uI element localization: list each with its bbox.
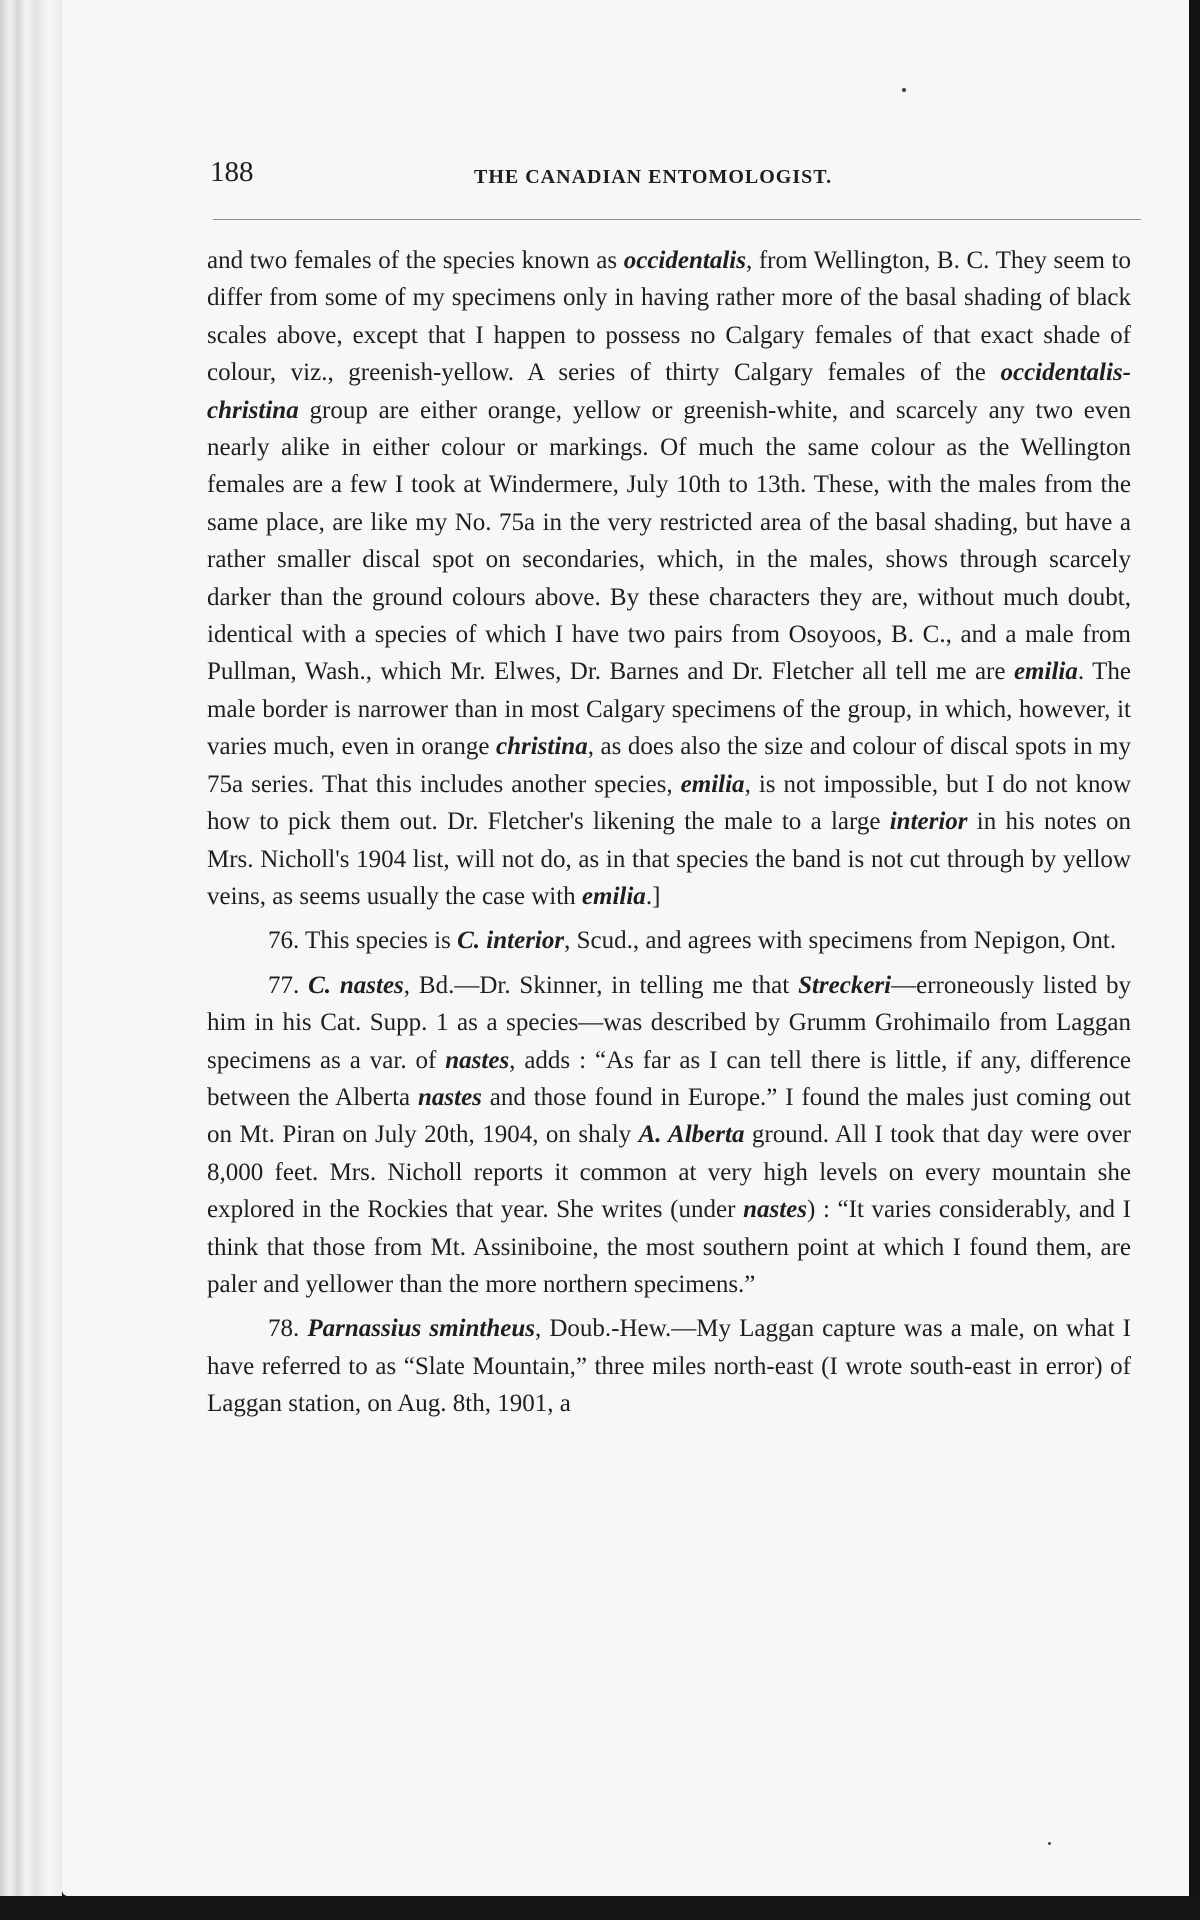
text-run: —erroneously listed by him in his Cat. Supp. 1 as a species—was described by Grumm Grohimailo from Laggan specimens as a var. of	[207, 971, 1131, 1074]
italic-term: nastes	[418, 1083, 482, 1111]
text-run: , Scud., and agrees with specimens from Nepigon, Ont.	[564, 927, 1117, 955]
text-run: , adds : “As far as I can tell there is little, if any, difference between the Alberta	[207, 1046, 1131, 1111]
text-run: , is not impossible, but I do not know how to pick them out. Dr. Fletcher's likening the male to a large	[207, 770, 1132, 836]
article-body	[207, 242, 1131, 1430]
text-run: , as does also the size and colour of discal spots in my 75a series. That this includes another species,	[207, 733, 1132, 798]
italic-term: emilia	[680, 770, 745, 798]
text-run: 76. This species is	[268, 927, 458, 955]
paragraph	[207, 242, 1131, 915]
italic-term: interior	[889, 808, 968, 836]
paper-speck	[1048, 1842, 1051, 1845]
paragraph	[207, 967, 1131, 1304]
italic-term: occidentalis-christina	[207, 359, 1131, 424]
text-run: ground. All I took that day were over 8,000 feet. Mrs. Nicholl reports it common at very high levels on every mountain she explored in the Rockies that year. She writes (under	[207, 1121, 1132, 1224]
book-binding-edge	[0, 0, 62, 1920]
text-run: , from Wellington, B. C. They seem to differ from some of my specimens only in having rather more of the basal shading of black scales above, except that I happen to possess no Calgary females of that exact shade of colour, viz., greenish-yellow. A series of thirty Calgary females of the	[207, 247, 1131, 387]
text-run: .]	[645, 882, 661, 910]
italic-term: nastes	[445, 1046, 510, 1074]
italic-term: occidentalis	[623, 247, 746, 274]
text-run: , Doub.-Hew.—My Laggan capture was a male, on what I have referred to as “Slate Mountain,” three miles north-east (I wrote south-east in error) of Laggan station, on Aug. 8th, 1901, a	[207, 1315, 1131, 1418]
text-run: in his notes on Mrs. Nicholl's 1904 list, will not do, as in that species the band is not cut through by yellow veins, as seems usually the case with	[207, 808, 1131, 910]
page-number: 188	[210, 156, 254, 188]
text-run: ) : “It varies considerably, and I think that those from Mt. Assiniboine, the most southern point at which I found them, are paler and yellower than the more northern specimens.”	[207, 1196, 1131, 1298]
italic-term: nastes	[743, 1196, 807, 1224]
text-run: , Bd.—Dr. Skinner, in telling me that	[403, 971, 799, 999]
text-run: and those found in Europe.” I found the males just coming out on Mt. Piran on July 20th, 1904, on shaly	[207, 1083, 1131, 1149]
text-run: and two females of the species known as	[207, 247, 624, 274]
italic-term: christina	[496, 733, 588, 761]
paper-speck	[902, 88, 906, 92]
text-run: 77.	[268, 971, 309, 999]
text-run: group are either orange, yellow or greenish-white, and scarcely any two even nearly alike in either colour or markings. Of much the same colour as the Wellington females are a few I took at Windermere, July 10th to 13th. These, with the males from the same place, are like my No. 75a in the very restricted area of the basal shading, but have a rather smaller discal spot on secondaries, which, in the males, shows through scarcely darker than the ground colours above. By these characters they are, without much doubt, identical with a species of which I have two pairs from Osoyoos, B. C., and a male from Pullman, Wash., which Mr. Elwes, Dr. Barnes and Dr. Fletcher all tell me are	[207, 396, 1131, 686]
paragraph	[207, 922, 1131, 959]
page-bottom-shadow	[0, 1896, 1200, 1920]
text-run: . The male border is narrower than in most Calgary specimens of the group, in which, however, it varies much, even in orange	[207, 658, 1131, 761]
running-title: THE CANADIAN ENTOMOLOGIST.	[474, 166, 833, 188]
italic-term: C. nastes	[308, 971, 404, 999]
italic-term: emilia	[1013, 658, 1078, 686]
italic-term: Streckeri	[798, 971, 892, 999]
page-right-shadow	[1189, 0, 1200, 1920]
italic-term: Parnassius smintheus	[307, 1315, 535, 1343]
paragraph	[207, 1310, 1131, 1422]
header-rule	[213, 219, 1141, 220]
page-header	[210, 156, 1135, 202]
text-run: 78.	[268, 1315, 308, 1343]
italic-term: A. Alberta	[638, 1121, 745, 1149]
italic-term: C. interior	[457, 927, 565, 955]
italic-term: emilia	[581, 882, 646, 910]
